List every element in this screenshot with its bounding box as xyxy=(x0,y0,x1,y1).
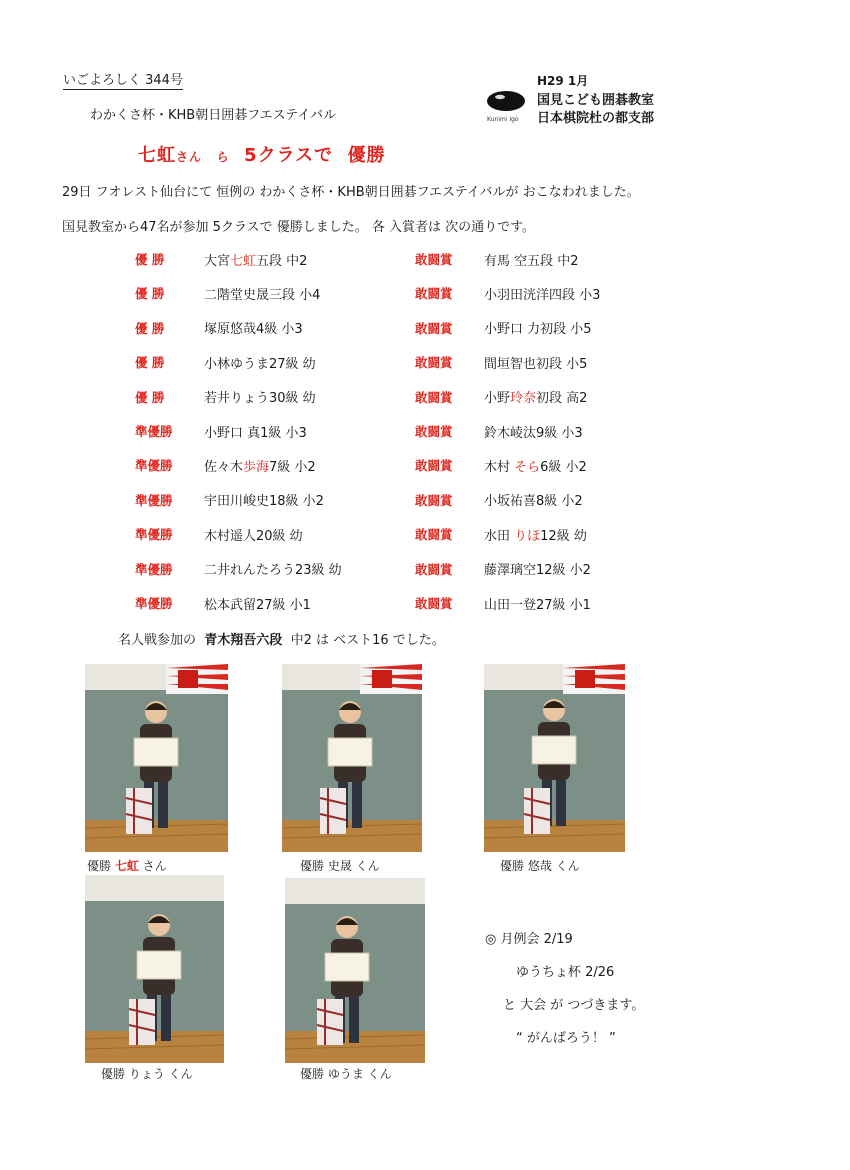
winner-name xyxy=(204,284,320,303)
winner-name xyxy=(204,422,307,441)
org-name-line2: 日本棋院杜の都支部 xyxy=(537,111,655,126)
winner-name xyxy=(484,525,587,544)
award-label: 準優勝 xyxy=(135,596,173,611)
winner-name-post: 初段 高2 xyxy=(536,391,588,407)
photo-caption-pre: 優勝 xyxy=(87,859,115,873)
photo-caption xyxy=(300,1065,392,1082)
left_awards-award-row xyxy=(135,283,320,303)
notice-monthly: ◎ 月例会 2/19 xyxy=(485,932,573,947)
winner-name-pre: 二階堂史晟三段 小4 xyxy=(204,287,321,303)
winner-photo xyxy=(285,878,425,1063)
right_awards-award-row xyxy=(415,283,600,303)
winner-name xyxy=(204,250,307,269)
award-label: 準優勝 xyxy=(135,424,173,439)
award-label: 準優勝 xyxy=(135,561,173,577)
award-label: 準優勝 xyxy=(135,492,173,508)
winner-name xyxy=(484,422,583,441)
winner-name-pre: 鈴木崚汰9級 小3 xyxy=(484,425,583,441)
winner-name-pre: 小野 xyxy=(484,391,511,407)
winner-name xyxy=(484,387,587,406)
award-label: 敢闘賞 xyxy=(415,527,453,543)
winner-name-red: 玲奈 xyxy=(510,391,537,407)
winner-photo xyxy=(484,664,625,852)
winner-photo xyxy=(282,664,422,852)
winner-name xyxy=(484,318,592,337)
right_awards-award-row xyxy=(415,559,591,579)
intro-line-1: 29日 フオレスト仙台にて 恒例の わかくさ杯・KHB朝日囲碁フエステイバルが おこなわれました。 xyxy=(62,185,640,200)
award-label: 優 勝 xyxy=(135,355,165,371)
award-label: 敢闘賞 xyxy=(415,596,453,611)
left_awards-award-row xyxy=(135,593,311,613)
winner-name-pre: 有馬 空五段 中2 xyxy=(484,253,579,269)
winner-name-post: 五段 中2 xyxy=(256,253,308,269)
winner-photo xyxy=(85,664,228,852)
award-label: 優 勝 xyxy=(135,389,165,405)
photo-caption-pre: 優勝 悠哉 くん xyxy=(500,859,580,873)
award-label: 敢闘賞 xyxy=(415,458,453,474)
winner-name xyxy=(484,490,583,509)
winner-name-red: 歩海 xyxy=(243,459,270,475)
award-label: 敢闘賞 xyxy=(415,561,453,577)
winner-name-red: そら xyxy=(514,459,541,475)
winner-name xyxy=(204,318,303,337)
photo-caption-pre: 優勝 りょう くん xyxy=(101,1067,193,1081)
winner-name-post: 7級 小2 xyxy=(269,459,316,475)
winner-name-pre: 塚原悠哉4級 小3 xyxy=(204,322,303,338)
award-label: 敢闘賞 xyxy=(415,286,453,302)
award-label: 敢闘賞 xyxy=(415,320,453,336)
headline-win: 優勝 xyxy=(347,145,386,166)
winner-name xyxy=(204,387,316,406)
winner-name-pre: 二井れんたろう23級 幼 xyxy=(204,563,342,579)
winner-name-pre: 木村遥人20級 幼 xyxy=(204,528,303,544)
winner-name-pre: 宇田川峻史18級 小2 xyxy=(204,494,324,510)
award-label: 敢闘賞 xyxy=(415,389,453,405)
winner-name-pre: 小野口 力初段 小5 xyxy=(484,322,592,338)
meijin-note xyxy=(118,629,445,648)
winner-name-pre: 小野口 真1級 小3 xyxy=(204,425,307,441)
notice-cheer: “ がんばろう！ ” xyxy=(516,1031,616,1046)
winner-name-pre: 大宮 xyxy=(204,253,231,269)
left_awards-award-row xyxy=(135,318,303,338)
left_awards-award-row xyxy=(135,352,316,372)
right_awards-award-row xyxy=(415,352,587,372)
photo-scene-icon xyxy=(484,664,625,852)
photo-caption-pre: 優勝 ゆうま くん xyxy=(300,1067,392,1081)
winner-name-pre: 藤澤璃空12級 小2 xyxy=(484,563,591,579)
right_awards-award-row xyxy=(415,318,592,338)
award-label: 準優勝 xyxy=(135,527,173,543)
winner-name-pre: 松本武留27級 小1 xyxy=(204,597,311,613)
winner-name-post: 12級 幼 xyxy=(540,528,587,544)
award-label: 敢闘賞 xyxy=(415,492,453,508)
left_awards-award-row xyxy=(135,490,324,510)
right_awards-award-row xyxy=(415,593,591,613)
winner-name xyxy=(204,594,311,613)
left_awards-award-row xyxy=(135,421,307,441)
headline-class: 5クラスで xyxy=(244,145,334,166)
headline-ra: ら xyxy=(216,150,230,164)
winner-name-pre: 小林ゆうま27級 幼 xyxy=(204,356,316,372)
winner-name xyxy=(484,284,600,303)
award-label: 優 勝 xyxy=(135,286,165,302)
photo-caption xyxy=(300,857,380,874)
right_awards-award-row xyxy=(415,490,583,510)
right_awards-award-row xyxy=(415,249,579,269)
winner-name-pre: 小坂祐喜8級 小2 xyxy=(484,494,583,510)
left_awards-award-row xyxy=(135,559,342,579)
winner-name-red: りほ xyxy=(514,528,541,544)
winner-name-post: 6級 小2 xyxy=(540,459,587,475)
left_awards-award-row xyxy=(135,387,316,407)
winner-name-red: 七虹 xyxy=(230,253,257,269)
award-label: 敢闘賞 xyxy=(415,355,453,371)
winner-name-pre: 山田一登27級 小1 xyxy=(484,597,591,613)
photo-caption-red: 七虹 xyxy=(114,859,139,873)
intro-line-2: 国見教室から47名が参加 5クラスで 優勝しました。 各 入賞者は 次の通りです。 xyxy=(62,220,536,235)
go-stone-logo-icon xyxy=(486,88,526,114)
winner-name xyxy=(484,594,591,613)
winner-name-pre: 水田 xyxy=(484,528,515,544)
left_awards-award-row xyxy=(135,455,316,475)
meijin-pre: 名人戦参加の xyxy=(118,633,197,648)
winner-name-pre: 若井りょう30級 幼 xyxy=(204,391,316,407)
winner-name xyxy=(204,490,324,509)
photo-scene-icon xyxy=(85,664,228,852)
event-title: わかくさ杯・KHB朝日囲碁フエステイバル xyxy=(90,108,337,123)
winner-name xyxy=(204,353,316,372)
award-label: 準優勝 xyxy=(135,458,173,474)
photo-caption xyxy=(87,857,167,874)
photo-caption xyxy=(101,1065,193,1082)
award-label: 優 勝 xyxy=(135,320,165,336)
logo-caption: Kunimi Igo xyxy=(487,116,519,123)
photo-scene-icon xyxy=(85,875,224,1063)
winner-name xyxy=(484,353,587,372)
right_awards-award-row xyxy=(415,455,587,475)
meijin-post: 中2 は ベスト16 でした。 xyxy=(290,633,445,648)
winner-name-pre: 間垣智也初段 小5 xyxy=(484,356,588,372)
photo-caption-pre: 優勝 史晟 くん xyxy=(300,859,380,873)
winner-name xyxy=(204,559,342,578)
left_awards-award-row xyxy=(135,524,303,544)
winner-name xyxy=(484,559,591,578)
photo-caption xyxy=(500,857,580,874)
notice-yucho-cup: ゆうちょ杯 2/26 xyxy=(516,965,615,980)
issue-date: H29 1月 xyxy=(537,74,589,88)
winner-photo xyxy=(85,875,224,1063)
winner-name xyxy=(204,456,316,475)
headline xyxy=(138,141,386,167)
headline-name: 七虹 xyxy=(138,145,176,166)
right_awards-award-row xyxy=(415,421,583,441)
winner-name-pre: 小羽田洸洋四段 小3 xyxy=(484,287,601,303)
right_awards-award-row xyxy=(415,387,587,407)
award-label: 敢闘賞 xyxy=(415,252,453,267)
photo-scene-icon xyxy=(282,664,422,852)
award-label: 敢闘賞 xyxy=(415,424,453,439)
headline-san: さん xyxy=(176,150,203,164)
winner-name-pre: 木村 xyxy=(484,459,515,475)
winner-name xyxy=(204,525,303,544)
left_awards-award-row xyxy=(135,249,307,269)
org-name-line1: 国見こども囲碁教室 xyxy=(537,93,655,108)
award-label: 優 勝 xyxy=(135,252,165,267)
winner-name xyxy=(484,250,579,269)
meijin-name: 青木翔吾六段 xyxy=(204,633,283,648)
photo-caption-post: さん xyxy=(138,859,167,873)
winner-name xyxy=(484,456,587,475)
winner-name-pre: 佐々木 xyxy=(204,459,244,475)
notice-continue: と 大会 が つづきます。 xyxy=(503,998,645,1013)
right_awards-award-row xyxy=(415,524,587,544)
issue-number: いごよろしく 344号 xyxy=(63,69,183,90)
photo-scene-icon xyxy=(285,878,425,1063)
